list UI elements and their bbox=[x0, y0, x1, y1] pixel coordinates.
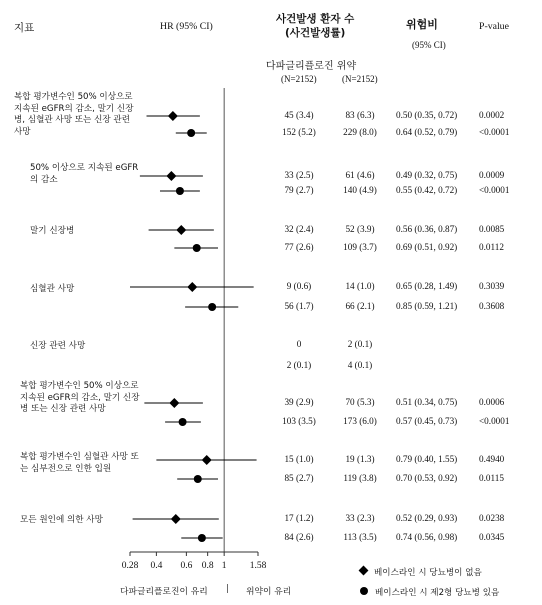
header-events: 사건발생 환자 수 (사건발생률) bbox=[276, 13, 355, 39]
dapagliflozin-events-cell: 39 (2.9) bbox=[284, 397, 314, 407]
legend-item bbox=[360, 566, 482, 578]
placebo-events-cell: 83 (6.3) bbox=[345, 110, 375, 120]
hr-circle-marker bbox=[179, 418, 187, 426]
diamond-icon bbox=[359, 566, 369, 576]
header-arm1-n: (N=2152) bbox=[281, 74, 317, 84]
hazard-ratio-ci-cell: 0.69 (0.51, 0.92) bbox=[396, 242, 458, 252]
placebo-events-cell: 113 (3.5) bbox=[343, 532, 377, 542]
pvalue-cell: 0.0115 bbox=[479, 473, 504, 483]
header-pvalue: P-value bbox=[479, 21, 509, 32]
placebo-events-cell: 61 (4.6) bbox=[345, 170, 375, 180]
hr-diamond-marker bbox=[166, 171, 176, 181]
placebo-events-cell: 19 (1.3) bbox=[345, 454, 375, 464]
dapagliflozin-events-cell: 45 (3.4) bbox=[284, 110, 314, 120]
pvalue-cell: <0.0001 bbox=[479, 185, 510, 195]
placebo-events-cell: 66 (2.1) bbox=[345, 301, 375, 311]
hazard-ratio-ci-cell: 0.51 (0.34, 0.75) bbox=[396, 397, 458, 407]
pvalue-cell: 0.0002 bbox=[479, 110, 505, 120]
hr-diamond-marker bbox=[187, 282, 197, 292]
hr-diamond-marker bbox=[171, 514, 181, 524]
x-tick-label: 1.58 bbox=[249, 561, 267, 571]
x-tick-label: 0.28 bbox=[121, 561, 139, 571]
hr-circle-marker bbox=[193, 244, 201, 252]
pvalue-cell: 0.0085 bbox=[479, 224, 505, 234]
endpoint-label: 복합 평가변수인 심혈관 사망 또는 심부전으로 인한 입원 bbox=[20, 452, 139, 474]
hr-diamond-marker bbox=[202, 455, 212, 465]
placebo-events-cell: 119 (3.8) bbox=[343, 473, 377, 483]
pvalue-cell: 0.0009 bbox=[479, 170, 505, 180]
dapagliflozin-events-cell: 79 (2.7) bbox=[284, 185, 314, 195]
hazard-ratio-ci-cell: 0.57 (0.45, 0.73) bbox=[396, 416, 458, 426]
hazard-ratio-ci-cell: 0.64 (0.52, 0.79) bbox=[396, 127, 458, 137]
header-risk-ratio: 위험비 bbox=[406, 18, 438, 31]
pvalue-cell: 0.0006 bbox=[479, 397, 505, 407]
endpoint-label: 복합 평가변수인 50% 이상으로 지속된 eGFR의 감소, 말기 신장병 또는 신장 관련 사망 bbox=[20, 381, 140, 414]
axis-separator: | bbox=[226, 584, 229, 594]
placebo-events-cell: 140 (4.9) bbox=[343, 185, 377, 195]
hr-circle-marker bbox=[176, 187, 184, 195]
dapagliflozin-events-cell: 103 (3.5) bbox=[282, 416, 316, 426]
placebo-events-cell: 2 (0.1) bbox=[347, 339, 373, 349]
hr-diamond-marker bbox=[169, 398, 179, 408]
dapagliflozin-events-cell: 2 (0.1) bbox=[286, 360, 312, 370]
endpoint-label: 복합 평가변수인 50% 이상으로 지속된 eGFR의 감소, 말기 신장병, 심혈관 사망 또는 신장 관련 사망 bbox=[14, 92, 134, 137]
hr-diamond-marker bbox=[176, 225, 186, 235]
pvalue-cell: 0.0345 bbox=[479, 532, 505, 542]
hazard-ratio-ci-cell: 0.50 (0.35, 0.72) bbox=[396, 110, 458, 120]
hazard-ratio-ci-cell: 0.74 (0.56, 0.98) bbox=[396, 532, 458, 542]
placebo-events-cell: 70 (5.3) bbox=[345, 397, 375, 407]
circle-icon bbox=[360, 587, 368, 595]
header-arms-title: 다파글리플로진 위약 bbox=[266, 61, 357, 72]
pvalue-cell: 0.0112 bbox=[479, 242, 504, 252]
dapagliflozin-events-cell: 0 bbox=[296, 339, 302, 349]
dapagliflozin-events-cell: 17 (1.2) bbox=[284, 513, 314, 523]
placebo-events-cell: 229 (8.0) bbox=[343, 127, 377, 137]
endpoint-label: 50% 이상으로 지속된 eGFR의 감소 bbox=[30, 163, 139, 185]
placebo-events-cell: 109 (3.7) bbox=[343, 242, 377, 252]
endpoint-label: 모든 원인에 의한 사망 bbox=[20, 515, 103, 525]
legend-label: 베이스라인 시 제2형 당뇨병 있음 bbox=[375, 588, 500, 598]
dapagliflozin-events-cell: 84 (2.6) bbox=[284, 532, 314, 542]
placebo-events-cell: 4 (0.1) bbox=[347, 360, 373, 370]
dapagliflozin-events-cell: 77 (2.6) bbox=[284, 242, 314, 252]
hazard-ratio-ci-cell: 0.56 (0.36, 0.87) bbox=[396, 224, 458, 234]
endpoint-label: 말기 신장병 bbox=[30, 226, 75, 236]
dapagliflozin-events-cell: 15 (1.0) bbox=[284, 454, 314, 464]
placebo-events-cell: 173 (6.0) bbox=[343, 416, 377, 426]
endpoint-label: 신장 관련 사망 bbox=[30, 341, 86, 351]
placebo-events-cell: 14 (1.0) bbox=[345, 281, 375, 291]
pvalue-cell: 0.0238 bbox=[479, 513, 505, 523]
x-tick-label: 1 bbox=[221, 561, 227, 571]
x-tick-label: 0.6 bbox=[180, 561, 193, 571]
hazard-ratio-ci-cell: 0.49 (0.32, 0.75) bbox=[396, 170, 458, 180]
pvalue-cell: 0.3608 bbox=[479, 301, 505, 311]
dapagliflozin-events-cell: 32 (2.4) bbox=[284, 224, 314, 234]
hazard-ratio-ci-cell: 0.79 (0.40, 1.55) bbox=[396, 454, 458, 464]
dapagliflozin-events-cell: 33 (2.5) bbox=[284, 170, 314, 180]
header-endpoint: 지표 bbox=[14, 22, 35, 34]
dapagliflozin-events-cell: 56 (1.7) bbox=[284, 301, 314, 311]
header-risk-ratio-sub: (95% CI) bbox=[412, 40, 446, 50]
placebo-events-cell: 52 (3.9) bbox=[345, 224, 375, 234]
hr-circle-marker bbox=[208, 303, 216, 311]
favors-dapagliflozin-label: 다파글리플로진이 유리 bbox=[120, 587, 208, 597]
dapagliflozin-events-cell: 9 (0.6) bbox=[286, 281, 312, 291]
hazard-ratio-ci-cell: 0.85 (0.59, 1.21) bbox=[396, 301, 458, 311]
hazard-ratio-ci-cell: 0.55 (0.42, 0.72) bbox=[396, 185, 458, 195]
x-tick-label: 0.8 bbox=[201, 561, 214, 571]
legend-label: 베이스라인 시 당뇨병이 없음 bbox=[374, 568, 482, 578]
hazard-ratio-ci-cell: 0.65 (0.28, 1.49) bbox=[396, 281, 458, 291]
hr-circle-marker bbox=[187, 129, 195, 137]
hazard-ratio-ci-cell: 0.70 (0.53, 0.92) bbox=[396, 473, 458, 483]
endpoint-label: 심혈관 사망 bbox=[30, 284, 75, 294]
header-hr: HR (95% CI) bbox=[160, 21, 213, 32]
dapagliflozin-events-cell: 85 (2.7) bbox=[284, 473, 314, 483]
favors-placebo-label: 위약이 유리 bbox=[246, 587, 292, 597]
x-tick-label: 0.4 bbox=[150, 561, 163, 571]
pvalue-cell: <0.0001 bbox=[479, 127, 510, 137]
hr-circle-marker bbox=[198, 534, 206, 542]
hazard-ratio-ci-cell: 0.52 (0.29, 0.93) bbox=[396, 513, 458, 523]
legend-item bbox=[360, 586, 499, 598]
pvalue-cell: 0.3039 bbox=[479, 281, 505, 291]
hr-circle-marker bbox=[194, 475, 202, 483]
pvalue-cell: <0.0001 bbox=[479, 416, 510, 426]
header-arm2-n: (N=2152) bbox=[342, 74, 378, 84]
dapagliflozin-events-cell: 152 (5.2) bbox=[282, 127, 316, 137]
pvalue-cell: 0.4940 bbox=[479, 454, 505, 464]
hr-diamond-marker bbox=[168, 111, 178, 121]
placebo-events-cell: 33 (2.3) bbox=[345, 513, 375, 523]
